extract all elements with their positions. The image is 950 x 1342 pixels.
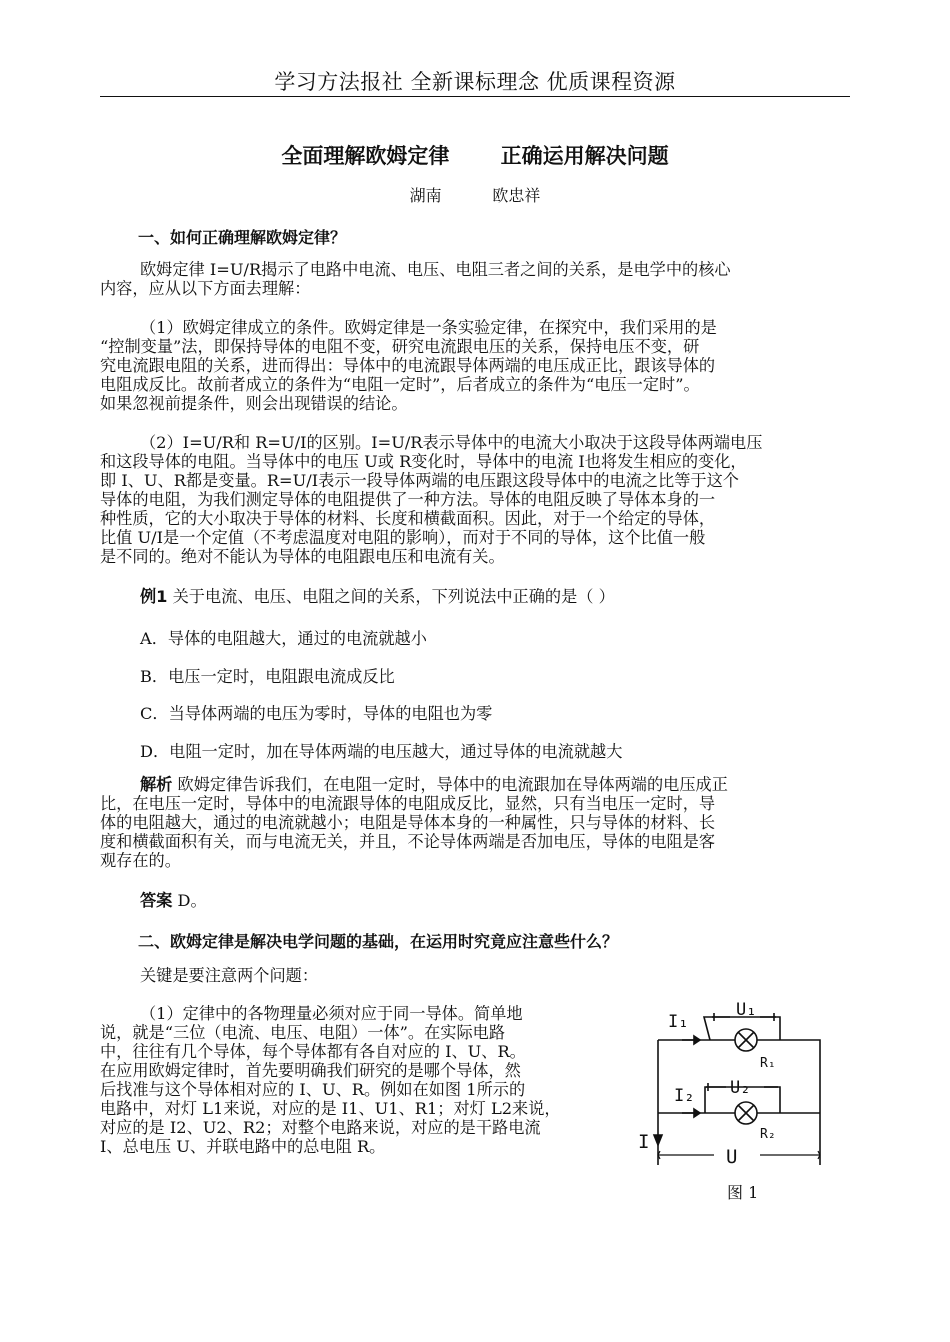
text-line: 导体的电阻，为我们测定导体的电阻提供了一种方法。导体的电阻反映了导体本身的一 [100,490,716,509]
text-line: 即 I、U、R都是变量。R=U/I表示一段导体两端的电压跟这段导体中的电流之比等于这个 [100,471,739,490]
example1-question [140,587,840,606]
section2-heading: 二、欧姆定律是解决电学问题的基础，在运用时究竟应注意些什么？ [138,932,619,951]
option-c: C．当导体两端的电压为零时，导体的电阻也为零 [140,704,493,723]
arrow-i1-head [694,1036,700,1044]
section1-intro [100,260,850,298]
section2-intro: 关键是要注意两个问题： [140,966,319,985]
text-line: 电路中，对灯 L1来说，对应的是 I1、U1、R1；对灯 L2来说， [100,1099,561,1118]
text-line: 内容，应从以下方面去理解： [100,279,311,298]
lamp2 [735,1102,757,1124]
label-u2: U₂ [730,1078,751,1098]
text-line: （1）定律中的各物理量必须对应于同一导体。简单地 [140,1004,523,1023]
text-line: 种性质，它的大小取决于导体的材料、长度和横截面积。因此，对于一个给定的导体， [100,509,716,528]
label-i: I [638,1131,650,1153]
section2-point1 [100,1004,610,1156]
article-author: 湖南 欧忠祥 [409,186,541,205]
u2-arrow-left [706,1083,726,1091]
label-i1: I₁ [668,1012,689,1032]
arrow-i [654,1135,662,1145]
article-title: 全面理解欧姆定律 正确运用解决问题 [281,144,669,168]
text-line: （1）欧姆定律成立的条件。欧姆定律是一条实验定律，在探究中，我们采用的是 [140,318,717,337]
text-line: 对应的是 I2、U2、R2；对整个电路来说，对应的是干路电流 [100,1118,541,1137]
label-u: U [726,1146,738,1168]
example1-question-text: 关于电流、电压、电阻之间的关系，下列说法中正确的是（ ） [167,587,615,606]
circuit-diagram [630,995,840,1175]
section1-heading: 一、如何正确理解欧姆定律？ [138,228,347,247]
label-r2: R₂ [760,1127,776,1142]
example1-label: 例1 [140,587,168,606]
analysis-label: 解析 [140,775,173,794]
u1-arrow-left [712,1013,730,1021]
text-line: 比，在电压一定时，导体中的电流跟导体的电阻成反比，显然，只有当电压一定时，导 [100,794,716,813]
option-d: D．电阻一定时，加在导体两端的电压越大，通过导体的电流就越大 [140,742,623,761]
page-header: 学习方法报社 全新课标理念 优质课程资源 [274,70,676,94]
example1-analysis [100,775,860,870]
text-line: 是不同的。绝对不能认为导体的电阻跟电压和电流有关。 [100,547,505,566]
figure-caption: 图 1 [727,1183,759,1202]
header-rule [100,96,850,97]
label-r1: R₁ [760,1056,776,1071]
text-line: 体的电阻越大，通过的电流就越小；电阻是导体本身的一种属性，只与导体的材料、长 [100,813,716,832]
option-a: A．导体的电阻越大，通过的电流就越小 [140,629,427,648]
answer-label: 答案 [140,891,173,910]
lamp1 [735,1029,757,1051]
text-line: 比值 U/I是一个定值（不考虑温度对电阻的影响），而对于不同的导体，这个比值一般 [100,528,706,547]
text-line: I、总电压 U、并联电路中的总电阻 R。 [100,1137,386,1156]
section1-point1 [100,318,860,413]
option-b: B．电压一定时，电阻跟电流成反比 [140,667,395,686]
text-line: “控制变量”法，即保持导体的电阻不变，研究电流跟电压的关系，保持电压不变，研 [100,337,700,356]
text-line: （2）I=U/R和 R=U/I的区别。I=U/R表示导体中的电流大小取决于这段导体两端电压 [140,433,763,452]
text-line: 在应用欧姆定律时，首先要明确我们研究的是哪个导体，然 [100,1061,521,1080]
text-line: 观存在的。 [100,851,181,870]
text-line: 究电流跟电阻的关系，进而得出：导体中的电流跟导体两端的电压成正比，跟该导体的 [100,356,716,375]
arrow-i2-head [694,1109,700,1117]
section1-point2 [100,433,860,566]
text-line: 说，就是“三位（电流、电压、电阻）一体”。在实际电路 [100,1023,506,1042]
text-line: 和这段导体的电阻。当导体中的电压 U或 R变化时，导体中的电流 I也将发生相应的变化， [100,452,747,471]
text-line [100,775,860,794]
text-line: 欧姆定律 I=U/R揭示了电路中电流、电压、电阻三者之间的关系，是电学中的核心 [140,260,731,279]
label-i2: I₂ [674,1086,695,1106]
example1-answer [140,891,207,910]
text-line: 度和横截面积有关，而与电流无关，并且，不论导体两端是否加电压，导体的电阻是客 [100,832,716,851]
text-line: 如果忽视前提条件，则会出现错误的结论。 [100,394,408,413]
u1-arrow-right [760,1013,776,1021]
answer-text: D。 [172,891,207,910]
label-u1: U₁ [736,1000,757,1020]
text-line: 后找准与这个导体相对应的 I、U、R。例如在如图 1所示的 [100,1080,526,1099]
text-line: 电阻成反比。故前者成立的条件为“电阻一定时”，后者成立的条件为“电压一定时”。 [100,375,700,394]
text-line: 中，往往有几个导体，每个导体都有各自对应的 I、U、R。 [100,1042,526,1061]
analysis-text: 欧姆定律告诉我们，在电阻一定时，导体中的电流跟加在导体两端的电压成正 [172,775,728,794]
